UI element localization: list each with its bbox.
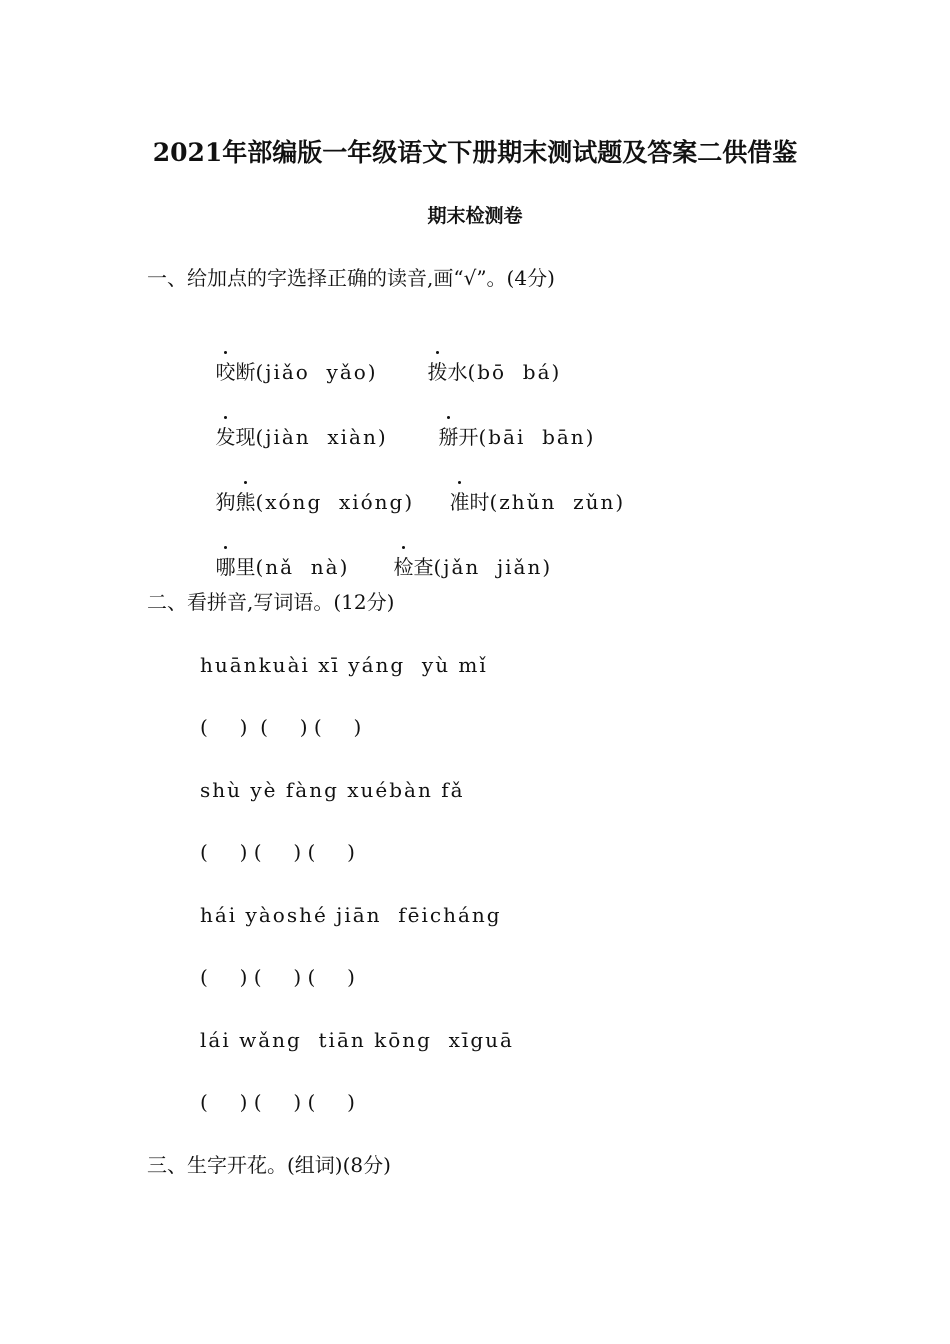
pinyin-row: lái wǎng tiān kōng xīguā [200,1028,514,1052]
pinyin-row: hái yàoshé jiān fēicháng [200,903,502,927]
pinyin-options: (bāi bān) [478,425,596,449]
dotted-character: 拨 [427,360,448,384]
answer-blanks-row: ( ) ( ) ( ) [200,840,355,864]
section-2-heading: 二、看拼音,写词语。(12分) [147,590,395,614]
dotted-character: 发 [215,425,236,449]
pronunciation-item: 咬断(jiǎo yǎo) [215,360,378,384]
pinyin-row: huānkuài xī yáng yù mǐ [200,653,488,677]
dotted-character: 咬 [215,360,236,384]
document-title: 2021年部编版一年级语文下册期末测试题及答案二供借鉴 [152,138,798,167]
pinyin-options: (xóng xióng) [255,490,415,514]
pronunciation-item: 掰开(bāi bān) [438,425,596,449]
answer-blanks-row: ( ) ( ) ( ) [200,715,362,739]
answer-blanks-row: ( ) ( ) ( ) [200,1090,355,1114]
section-3-heading: 三、生字开花。(组词)(8分) [147,1153,391,1177]
pronunciation-item: 狗熊(xóng xióng) [215,490,415,514]
pronunciation-item: 发现(jiàn xiàn) [215,425,388,449]
dotted-character: 哪 [215,555,236,579]
pinyin-options: (zhǔn zǔn) [489,490,626,514]
pronunciation-item: 准时(zhǔn zǔn) [449,490,626,514]
pinyin-options: (bō bá) [467,360,562,384]
pinyin-options: (jiǎo yǎo) [255,360,378,384]
dotted-character: 准 [449,490,470,514]
pinyin-options: (nǎ nà) [255,555,350,579]
dotted-character: 检 [393,555,414,579]
document-subtitle: 期末检测卷 [427,205,523,227]
pinyin-row: shù yè fàng xuébàn fǎ [200,778,465,802]
answer-blanks-row: ( ) ( ) ( ) [200,965,355,989]
pinyin-options: (jǎn jiǎn) [433,555,553,579]
dotted-character: 掰 [438,425,459,449]
pronunciation-item: 拨水(bō bá) [427,360,562,384]
pronunciation-item: 检查(jǎn jiǎn) [393,555,553,579]
section-1-heading: 一、给加点的字选择正确的读音,画“√”。(4分) [147,266,555,290]
dotted-character: 熊 [235,490,256,514]
pronunciation-item: 哪里(nǎ nà) [215,555,350,579]
pinyin-options: (jiàn xiàn) [255,425,388,449]
